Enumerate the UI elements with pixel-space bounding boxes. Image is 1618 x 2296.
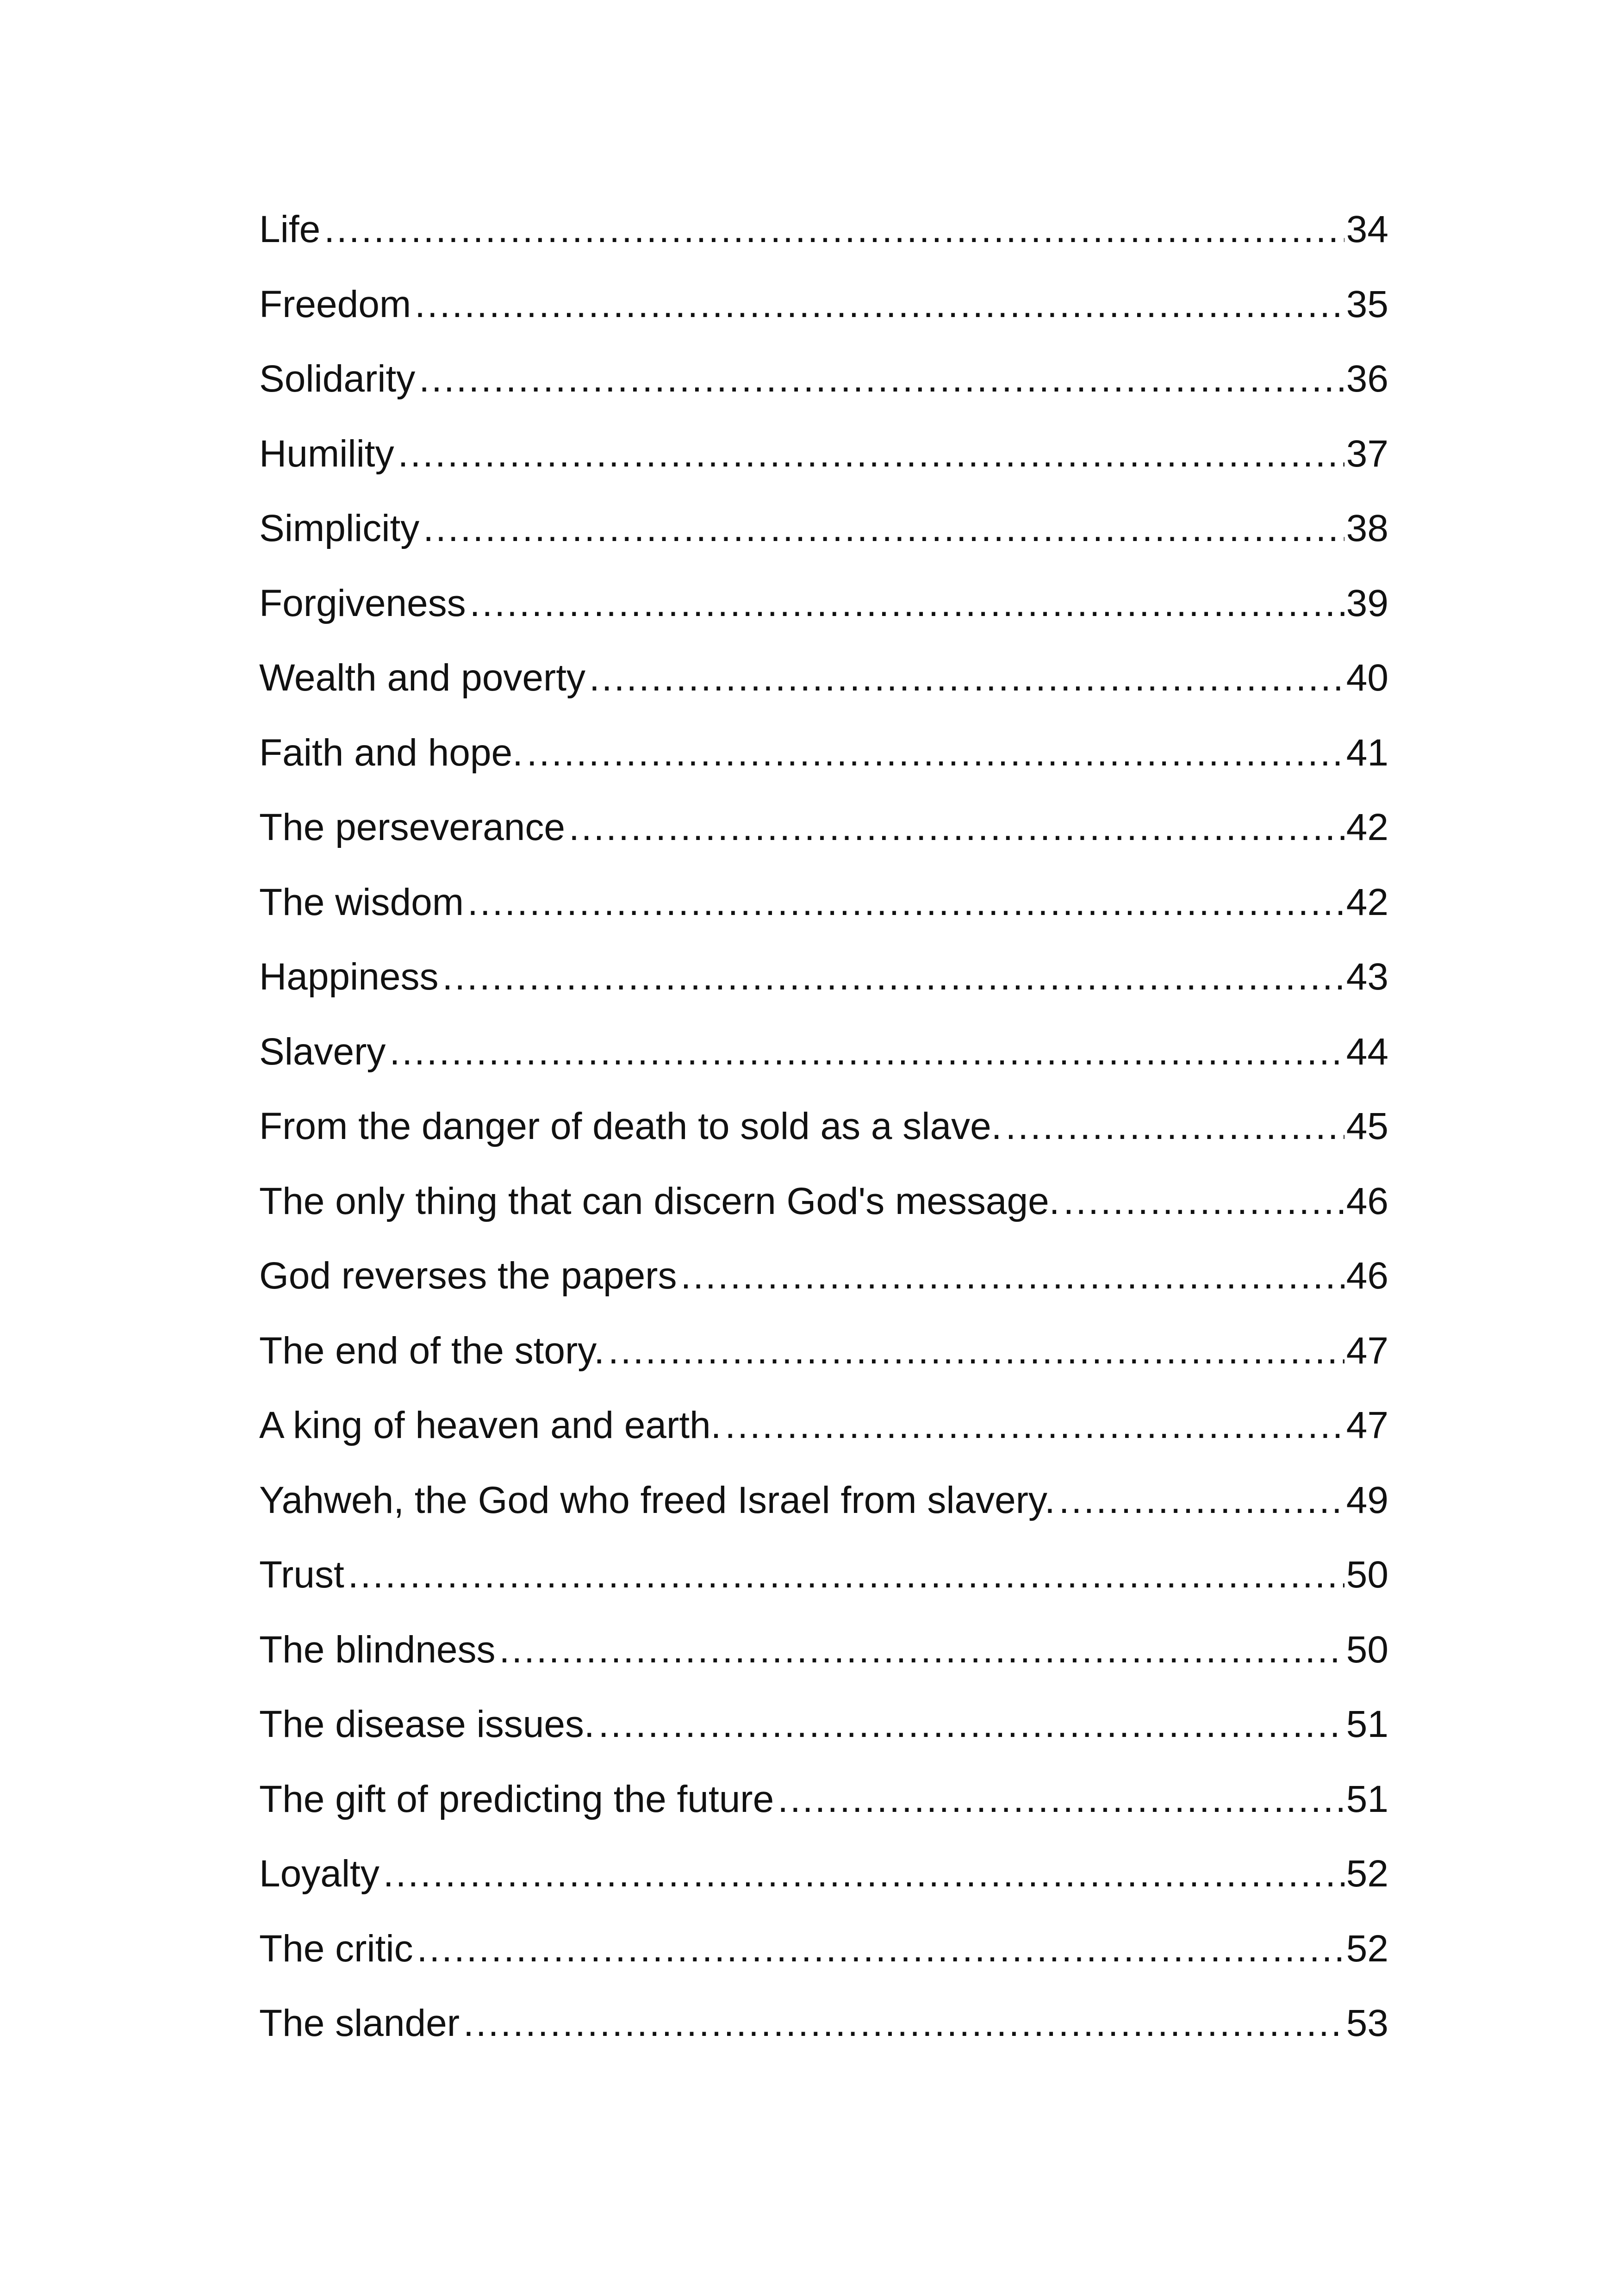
toc-entry-title: The critic: [259, 1927, 413, 1970]
toc-entry-title: The slander: [259, 2002, 460, 2044]
toc-entry[interactable]: [259, 1105, 1388, 1182]
toc-entry-title: Simplicity: [259, 507, 420, 549]
toc-entry-title: The wisdom: [259, 881, 464, 923]
toc-entry-page: 52: [1346, 1853, 1388, 1895]
toc-entry-page: 43: [1346, 956, 1388, 998]
toc-entry-page: 39: [1346, 582, 1388, 624]
toc-entry-title: Loyalty: [259, 1853, 380, 1895]
toc-entry-title: Happiness: [259, 956, 439, 998]
dot-leader: [467, 884, 1344, 921]
toc-entry-page: 42: [1346, 806, 1388, 848]
toc-entry-page: 34: [1346, 208, 1388, 250]
dot-leader: [527, 734, 1344, 772]
toc-entry-title: The end of the story.: [259, 1329, 605, 1372]
dot-leader: [1006, 1108, 1344, 1145]
toc-entry[interactable]: [259, 1556, 1388, 1631]
toc-entry-page: 40: [1346, 657, 1388, 699]
dot-leader: [778, 1780, 1344, 1818]
dot-leader: [324, 211, 1344, 249]
toc-entry[interactable]: [259, 1481, 1388, 1556]
toc-entry-title: The perseverance: [259, 806, 565, 848]
dot-leader: [680, 1257, 1344, 1295]
toc-entry[interactable]: [259, 1855, 1388, 1930]
toc-entry-title: Freedom: [259, 283, 411, 325]
toc-entry-title: A king of heaven and earth.: [259, 1404, 722, 1446]
toc-entry[interactable]: [259, 507, 1388, 585]
toc-entry[interactable]: [259, 1182, 1388, 1257]
dot-leader: [470, 585, 1344, 622]
toc-entry-title: Faith and hope.: [259, 731, 523, 774]
toc-entry-page: 46: [1346, 1255, 1388, 1297]
toc-entry-page: 52: [1346, 1927, 1388, 1970]
toc-entry[interactable]: [259, 2004, 1388, 2079]
toc-entry[interactable]: [259, 1780, 1388, 1855]
toc-entry[interactable]: [259, 1628, 1388, 1706]
toc-entry-title: The only thing that can discern God's message.: [259, 1180, 1060, 1222]
dot-leader: [725, 1406, 1344, 1444]
toc-entry-title: Solidarity: [259, 358, 416, 400]
dot-leader: [415, 286, 1344, 324]
toc-entry-title: Humility: [259, 432, 394, 475]
toc-entry-page: 44: [1346, 1030, 1388, 1073]
toc-entry-page: 51: [1346, 1703, 1388, 1745]
toc-entry-page: 41: [1346, 731, 1388, 774]
dot-leader: [423, 510, 1344, 548]
toc-entry[interactable]: [259, 582, 1388, 660]
toc-entry[interactable]: [259, 659, 1388, 734]
dot-leader: [442, 958, 1344, 996]
table-of-contents: [259, 208, 1388, 2079]
toc-entry-page: 50: [1346, 1628, 1388, 1671]
toc-entry-page: 38: [1346, 507, 1388, 549]
toc-entry[interactable]: [259, 283, 1388, 361]
dot-leader: [419, 360, 1344, 398]
dot-leader: [1059, 1481, 1344, 1519]
toc-entry-page: 37: [1346, 432, 1388, 475]
toc-entry-title: From the danger of death to sold as a slave.: [259, 1105, 1002, 1147]
dot-leader: [608, 1332, 1344, 1370]
toc-entry-title: The disease issues.: [259, 1703, 595, 1745]
dot-leader: [417, 1930, 1344, 1968]
dot-leader: [569, 809, 1344, 846]
toc-entry-page: 45: [1346, 1105, 1388, 1147]
toc-entry-page: 47: [1346, 1329, 1388, 1372]
dot-leader: [463, 2004, 1344, 2042]
toc-entry-title: God reverses the papers: [259, 1255, 677, 1297]
toc-entry[interactable]: [259, 1257, 1388, 1332]
toc-entry-title: Wealth and poverty: [259, 657, 586, 699]
dot-leader: [398, 435, 1344, 473]
dot-leader: [499, 1631, 1344, 1669]
toc-entry[interactable]: [259, 208, 1388, 286]
toc-entry-page: 35: [1346, 283, 1388, 325]
toc-entry[interactable]: [259, 1030, 1388, 1108]
dot-leader: [348, 1556, 1344, 1594]
toc-entry-page: 42: [1346, 881, 1388, 923]
toc-entry-page: 47: [1346, 1404, 1388, 1446]
toc-entry-title: Slavery: [259, 1030, 386, 1073]
toc-entry[interactable]: [259, 881, 1388, 958]
dot-leader: [383, 1855, 1344, 1893]
toc-entry-title: Forgiveness: [259, 582, 466, 624]
toc-entry-page: 50: [1346, 1554, 1388, 1596]
toc-entry[interactable]: [259, 432, 1388, 510]
toc-entry[interactable]: [259, 806, 1388, 884]
toc-entry-page: 36: [1346, 358, 1388, 400]
toc-entry[interactable]: [259, 1705, 1388, 1780]
toc-entry-title: The gift of predicting the future: [259, 1778, 774, 1820]
toc-entry-page: 49: [1346, 1479, 1388, 1521]
toc-entry[interactable]: [259, 958, 1388, 1033]
toc-entry[interactable]: [259, 731, 1388, 809]
dot-leader: [589, 659, 1344, 697]
toc-entry-title: Life: [259, 208, 321, 250]
toc-entry[interactable]: [259, 360, 1388, 435]
toc-entry-page: 53: [1346, 2002, 1388, 2044]
toc-entry-title: Trust: [259, 1554, 344, 1596]
toc-entry[interactable]: [259, 1406, 1388, 1481]
toc-entry-page: 51: [1346, 1778, 1388, 1820]
dot-leader: [1064, 1182, 1344, 1220]
toc-entry-page: 46: [1346, 1180, 1388, 1222]
dot-leader: [598, 1705, 1344, 1743]
dot-leader: [389, 1033, 1344, 1071]
toc-entry[interactable]: [259, 1927, 1388, 2005]
toc-entry-title: Yahweh, the God who freed Israel from slavery.: [259, 1479, 1055, 1521]
toc-entry[interactable]: [259, 1329, 1388, 1407]
toc-entry-title: The blindness: [259, 1628, 496, 1671]
